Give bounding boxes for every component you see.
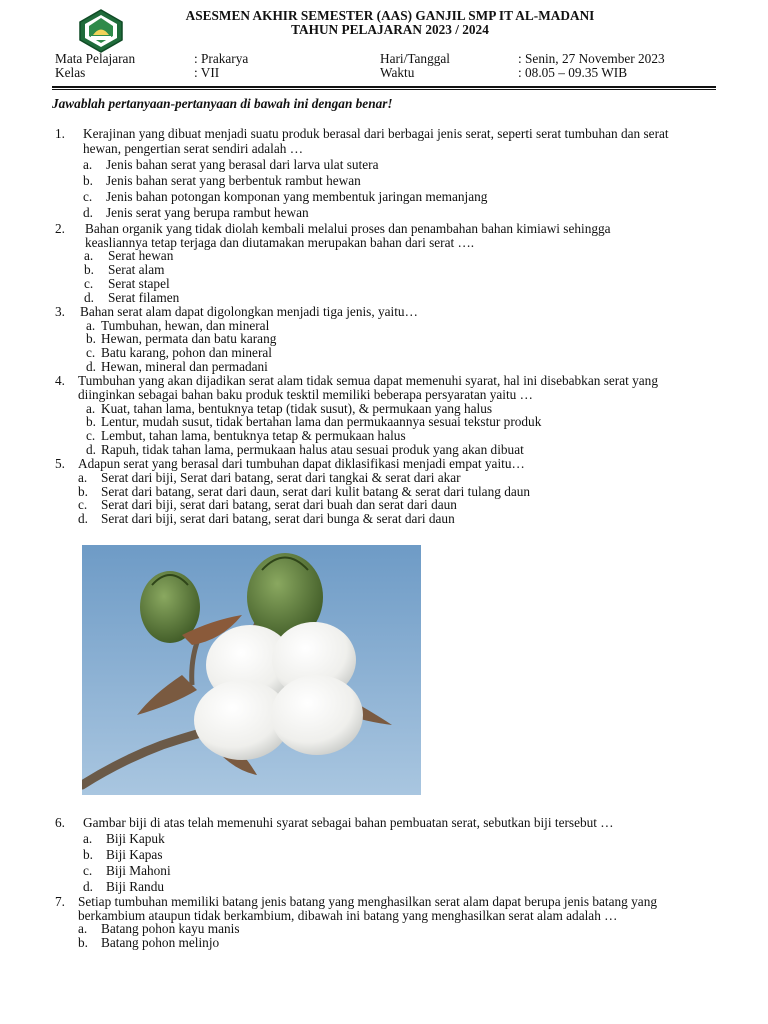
question-number: 2. — [55, 221, 65, 236]
question-text: hewan, pengertian serat sendiri adalah … — [83, 141, 304, 156]
question-number: 3. — [55, 304, 65, 319]
option-text: Serat dari biji, Serat dari batang, serat dari tangkai & serat dari akar — [101, 470, 461, 485]
option-text: Batu karang, pohon dan mineral — [101, 345, 272, 360]
question-text: Adapun serat yang berasal dari tumbuhan dapat diklasifikasi menjadi empat yaitu… — [78, 456, 525, 471]
option-text: Jenis bahan potongan komponan yang membentuk jaringan memanjang — [106, 189, 488, 204]
option-text: Jenis bahan serat yang berbentuk rambut hewan — [106, 173, 361, 188]
question-text: Tumbuhan yang akan dijadikan serat alam tidak semua dapat memenuhi syarat, hal ini disebabkan serat yang — [78, 373, 658, 388]
option-text: Batang pohon melinjo — [101, 935, 220, 950]
option-letter: b. — [84, 262, 94, 277]
question-number: 6. — [55, 815, 65, 830]
option-text: Rapuh, tidak tahan lama, permukaan halus atau sesuai produk yang akan dibuat — [101, 442, 524, 457]
option-text: Jenis serat yang berupa rambut hewan — [106, 205, 309, 220]
field-value-subject: : Prakarya — [194, 51, 249, 66]
option-text: Lembut, tahan lama, bentuknya tetap & permukaan halus — [101, 428, 406, 443]
option-letter: b. — [86, 331, 96, 346]
option-letter: d. — [83, 205, 93, 220]
option-text: Tumbuhan, hewan, dan mineral — [101, 318, 270, 333]
option-text: Jenis bahan serat yang berasal dari larva ulat sutera — [106, 157, 379, 172]
question-text: Gambar biji di atas telah memenuhi syarat sebagai bahan pembuatan serat, sebutkan biji tersebut … — [83, 815, 614, 830]
option-letter: d. — [86, 359, 96, 374]
question-text: diinginkan sebagai bahan baku produk tesktil memiliki beberapa persyaratan yaitu … — [78, 387, 533, 402]
option-letter: d. — [86, 442, 96, 457]
option-letter: a. — [86, 401, 96, 416]
option-text: Serat dari biji, serat dari batang, serat dari buah dan serat dari daun — [101, 497, 457, 512]
option-letter: d. — [84, 290, 94, 305]
option-text: Biji Randu — [106, 879, 164, 894]
option-text: Serat dari biji, serat dari batang, serat dari bunga & serat dari daun — [101, 511, 455, 526]
option-letter: c. — [78, 497, 88, 512]
option-text: Biji Kapuk — [106, 831, 165, 846]
option-text: Serat stapel — [108, 276, 170, 291]
question-text: Setiap tumbuhan memiliki batang jenis batang yang menghasilkan serat alam dapat berupa jenis batang yang — [78, 894, 657, 909]
option-letter: a. — [86, 318, 96, 333]
option-text: Biji Kapas — [106, 847, 163, 862]
option-letter: a. — [83, 157, 93, 172]
option-text: Serat dari batang, serat dari daun, serat dari kulit batang & serat dari tulang daun — [101, 484, 531, 499]
question-text: berkambium ataupun tidak berkambium, dibawah ini batang yang menghasilkan serat alam adalah … — [78, 908, 618, 923]
exam-title: ASESMEN AKHIR SEMESTER (AAS) GANJIL SMP IT AL-MADANI — [185, 8, 595, 23]
option-text: Lentur, mudah susut, tidak bertahan lama dan permukaannya sesuai tekstur produk — [101, 414, 542, 429]
option-text: Hewan, permata dan batu karang — [101, 331, 277, 346]
field-value-class: : VII — [194, 65, 220, 80]
field-label-date: Hari/Tanggal — [380, 51, 450, 66]
field-value-date: : Senin, 27 November 2023 — [518, 51, 665, 66]
question-text: Bahan organik yang tidak diolah kembali melalui proses dan penambahan bahan kimiawi sehingga — [85, 221, 611, 236]
question-text: Bahan serat alam dapat digolongkan menjadi tiga jenis, yaitu… — [80, 304, 418, 319]
option-text: Biji Mahoni — [106, 863, 171, 878]
option-letter: b. — [78, 935, 88, 950]
question-number: 1. — [55, 126, 65, 141]
header-divider — [52, 86, 716, 88]
question-text: keasliannya tetap terjaga dan diutamakan merupakan bahan dari serat …. — [85, 235, 475, 250]
option-letter: c. — [83, 863, 93, 878]
option-letter: c. — [86, 428, 96, 443]
question-number: 7. — [55, 894, 65, 909]
option-letter: b. — [86, 414, 96, 429]
option-letter: c. — [86, 345, 96, 360]
field-value-time: : 08.05 – 09.35 WIB — [518, 65, 628, 80]
option-text: Hewan, mineral dan permadani — [101, 359, 268, 374]
option-letter: d. — [83, 879, 93, 894]
option-letter: a. — [84, 248, 94, 263]
cotton-boll-photo-icon — [82, 545, 421, 795]
option-letter: a. — [78, 470, 88, 485]
instruction: Jawablah pertanyaan-pertanyaan di bawah ini dengan benar! — [52, 96, 393, 111]
option-letter: a. — [78, 921, 88, 936]
option-text: Serat hewan — [108, 248, 174, 263]
option-letter: b. — [83, 847, 93, 862]
option-text: Serat alam — [108, 262, 165, 277]
field-label-time: Waktu — [380, 65, 415, 80]
option-text: Kuat, tahan lama, bentuknya tetap (tidak susut), & permukaan yang halus — [101, 401, 493, 416]
exam-year: TAHUN PELAJARAN 2023 / 2024 — [291, 22, 489, 37]
question-number: 5. — [55, 456, 65, 471]
option-letter: c. — [83, 189, 93, 204]
option-letter: b. — [83, 173, 93, 188]
header-divider-thin — [52, 89, 716, 90]
option-letter: b. — [78, 484, 88, 499]
option-letter: d. — [78, 511, 88, 526]
option-text: Batang pohon kayu manis — [101, 921, 240, 936]
option-letter: a. — [83, 831, 93, 846]
school-emblem-icon — [76, 8, 126, 54]
option-letter: c. — [84, 276, 94, 291]
question-number: 4. — [55, 373, 65, 388]
field-label-class: Kelas — [55, 65, 86, 80]
option-text: Serat filamen — [108, 290, 180, 305]
field-label-subject: Mata Pelajaran — [55, 51, 136, 66]
question-text: Kerajinan yang dibuat menjadi suatu produk berasal dari berbagai jenis serat, seperti serat tumbuhan dan serat — [83, 126, 669, 141]
